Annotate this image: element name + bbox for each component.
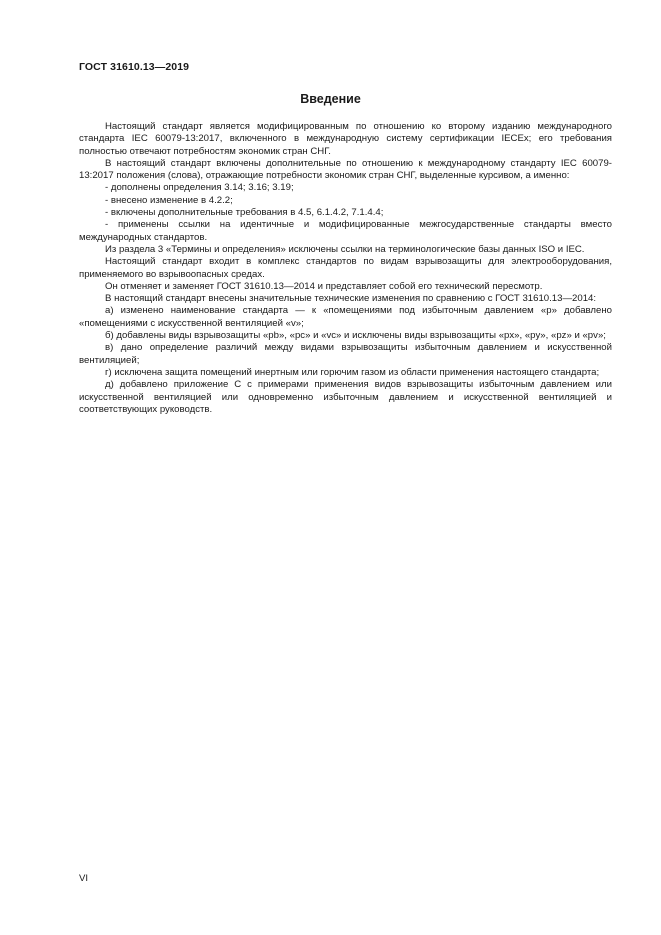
list-item-references: - применены ссылки на идентичные и модифицированные межгосударственные стандарты вместо международных стандартов. xyxy=(79,219,612,243)
paragraph-technical-changes: В настоящий стандарт внесены значительные технические изменения по сравнению с ГОСТ 31610.13—2014: xyxy=(105,293,597,305)
paragraph-modification: Настоящий стандарт является модифицированным по отношению ко второму изданию международного стандарта IEC 60079-13:2017, включенного в международную систему сертификации IECEx; его требования полностью отвечают потребностям экономик стран СНГ. xyxy=(79,121,612,157)
page-number: VI xyxy=(79,873,89,884)
paragraph-terms-section: Из раздела 3 «Термины и определения» исключены ссылки на терминологические базы данных ISO и IEC. xyxy=(105,243,585,255)
section-title: Введение xyxy=(300,92,361,106)
list-item-requirements: - включены дополнительные требования в 4.5, 6.1.4.2, 7.1.4.4; xyxy=(105,207,384,219)
change-item-v: в) дано определение различий между видами взрывозащиты избыточным давлением и искусственной вентиляцией; xyxy=(79,342,612,366)
list-item-change: - внесено изменение в 4.2.2; xyxy=(105,194,233,206)
change-item-d: д) добавлено приложение С с примерами применения видов взрывозащиты избыточным давлением или искусственной вентиляцией или одновременно избыточным давлением и искусственной вентиляцией и соответствующих руководств. xyxy=(79,379,612,415)
paragraph-complex-standards: Настоящий стандарт входит в комплекс стандартов по видам взрывозащиты для электрооборудования, применяемого во взрывоопасных средах. xyxy=(79,256,612,280)
introduction-text xyxy=(79,121,612,416)
paragraph-additional-provisions: В настоящий стандарт включены дополнительные по отношению к международному стандарту IEC 60079-13:2017 положения (слова), отражающие потребности экономик стран СНГ, выделенные курсивом, а именно: xyxy=(79,157,612,182)
paragraph-replaces: Он отменяет и заменяет ГОСТ 31610.13—2014 и представляет собой его технический пересмотр. xyxy=(105,280,543,292)
change-item-a: а) изменено наименование стандарта — к «помещениями под избыточным давлением «p» добавлено «помещениями с искусственной вентиляцией «v»; xyxy=(79,305,612,329)
standard-code-header: ГОСТ 31610.13—2019 xyxy=(79,61,190,73)
list-item-definitions: - дополнены определения 3.14; 3.16; 3.19; xyxy=(105,182,294,194)
change-item-b: б) добавлены виды взрывозащиты «pb», «pc» и «vc» и исключены виды взрывозащиты «px», «py», «pz» и «pv»; xyxy=(105,330,606,342)
change-item-g: г) исключена защита помещений инертным или горючим газом из области применения настоящего стандарта; xyxy=(105,366,600,378)
